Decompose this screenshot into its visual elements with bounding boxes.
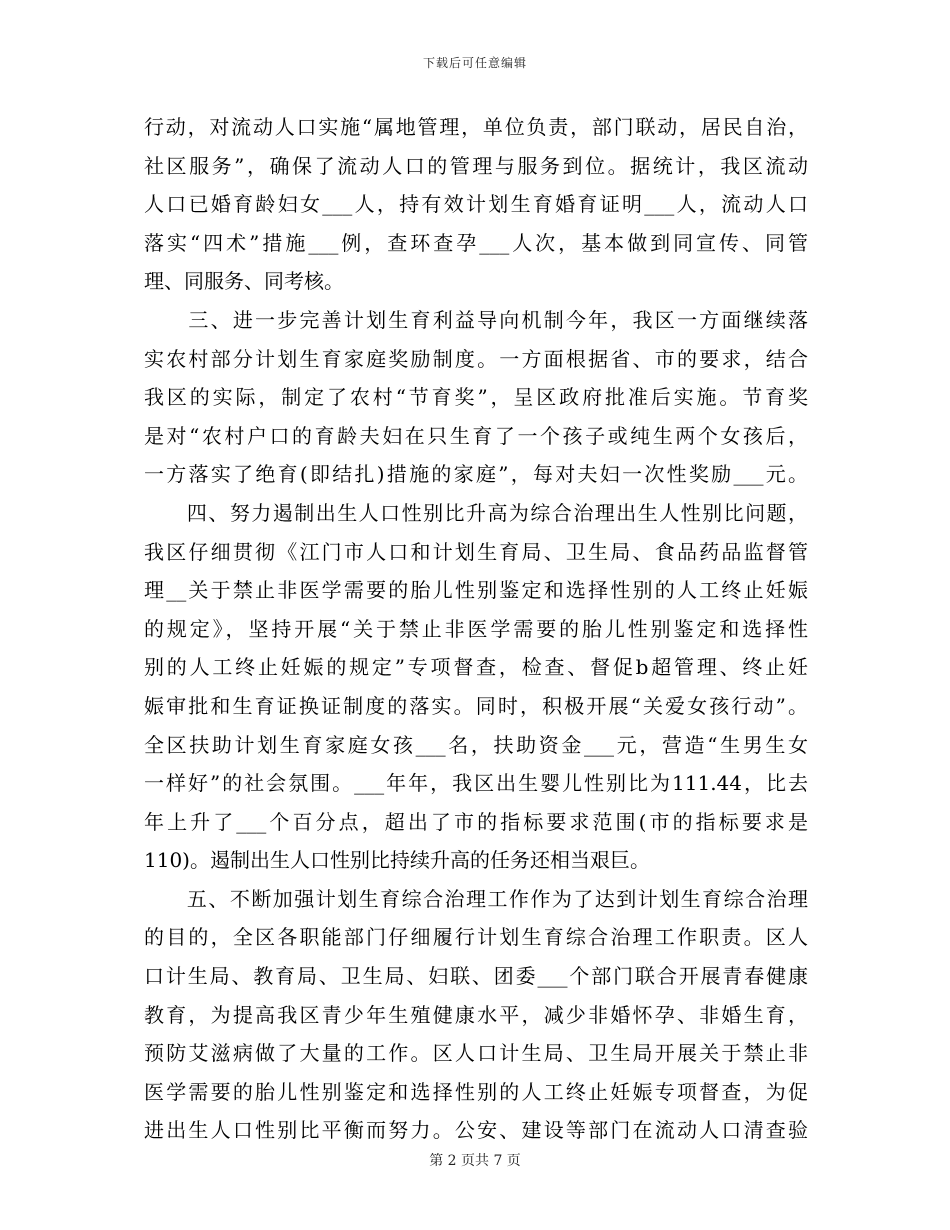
page-footer: 第 2 页共 7 页 (429, 1153, 521, 1169)
text-line: 三、进一步完善计划生育利益导向机制今年，我区一方面继续落 (144, 307, 808, 332)
text-line: 进出生人口性别比平衡而努力。公安、建设等部门在流动人口清查验 (144, 1118, 808, 1143)
text-line: 行动，对流动人口实施“属地管理，单位负责，部门联动，居民自治， (144, 115, 808, 139)
text-line: 五、不断加强计划生育综合治理工作作为了达到计划生育综合治理 (144, 886, 808, 911)
text-line: 是对“农村户口的育龄夫妇在只生育了一个孩子或纯生两个女孩后， (144, 423, 808, 448)
text-line: 人口已婚育龄妇女___人，持有效计划生育婚育证明___人，流动人口 (144, 192, 808, 217)
document-body (144, 108, 808, 1150)
text-line: 全区扶助计划生育家庭女孩___名，扶助资金___元，营造“生男生女 (144, 732, 808, 757)
page-header: 下载后可任意编辑 (422, 56, 527, 70)
text-line: 教育，为提高我区青少年生殖健康水平，减少非婚怀孕、非婚生育， (144, 1002, 808, 1027)
text-line: 实农村部分计划生育家庭奖励制度。一方面根据省、市的要求，结合 (144, 346, 808, 371)
text-line: 理__关于禁止非医学需要的胎儿性别鉴定和选择性别的人工终止妊娠 (144, 578, 808, 603)
text-line: 的规定》，坚持开展“关于禁止非医学需要的胎儿性别鉴定和选择性 (144, 616, 808, 641)
text-line: 我区的实际，制定了农村“节育奖”，呈区政府批准后实施。节育奖 (144, 385, 808, 410)
text-line: 别的人工终止妊娠的规定”专项督查，检查、督促b超管理、终止妊 (144, 655, 808, 680)
text-line: 我区仔细贯彻《江门市人口和计划生育局、卫生局、食品药品监督管 (144, 539, 808, 564)
text-line: 四、努力遏制出生人口性别比升高为综合治理出生人性别比问题， (144, 500, 808, 525)
text-line: 110)。遏制出生人口性别比持续升高的任务还相当艰巨。 (144, 848, 650, 873)
text-line: 理、同服务、同考核。 (144, 269, 344, 294)
text-line: 的目的，全区各职能部门仔细履行计划生育综合治理工作职责。区人 (144, 925, 808, 950)
text-line: 社区服务”，确保了流动人口的管理与服务到位。据统计，我区流动 (144, 153, 808, 178)
text-line: 年上升了___个百分点，超出了市的指标要求范围(市的指标要求是 (144, 809, 808, 834)
text-line: 预防艾滋病做了大量的工作。区人口计生局、卫生局开展关于禁止非 (144, 1041, 808, 1066)
text-line: 娠审批和生育证换证制度的落实。同时，积极开展“关爱女孩行动”。 (144, 693, 808, 718)
text-line: 落实“四术”措施___例，查环查孕___人次，基本做到同宣传、同管 (144, 230, 808, 255)
text-line: 一方落实了绝育(即结扎)措施的家庭”，每对夫妇一次性奖励___元。 (144, 462, 808, 487)
text-line: 一样好”的社会氛围。___年年，我区出生婴儿性别比为111.44，比去 (144, 771, 808, 796)
text-line: 口计生局、教育局、卫生局、妇联、团委___个部门联合开展青春健康 (144, 964, 808, 989)
text-line: 医学需要的胎儿性别鉴定和选择性别的人工终止妊娠专项督查，为促 (144, 1079, 808, 1104)
